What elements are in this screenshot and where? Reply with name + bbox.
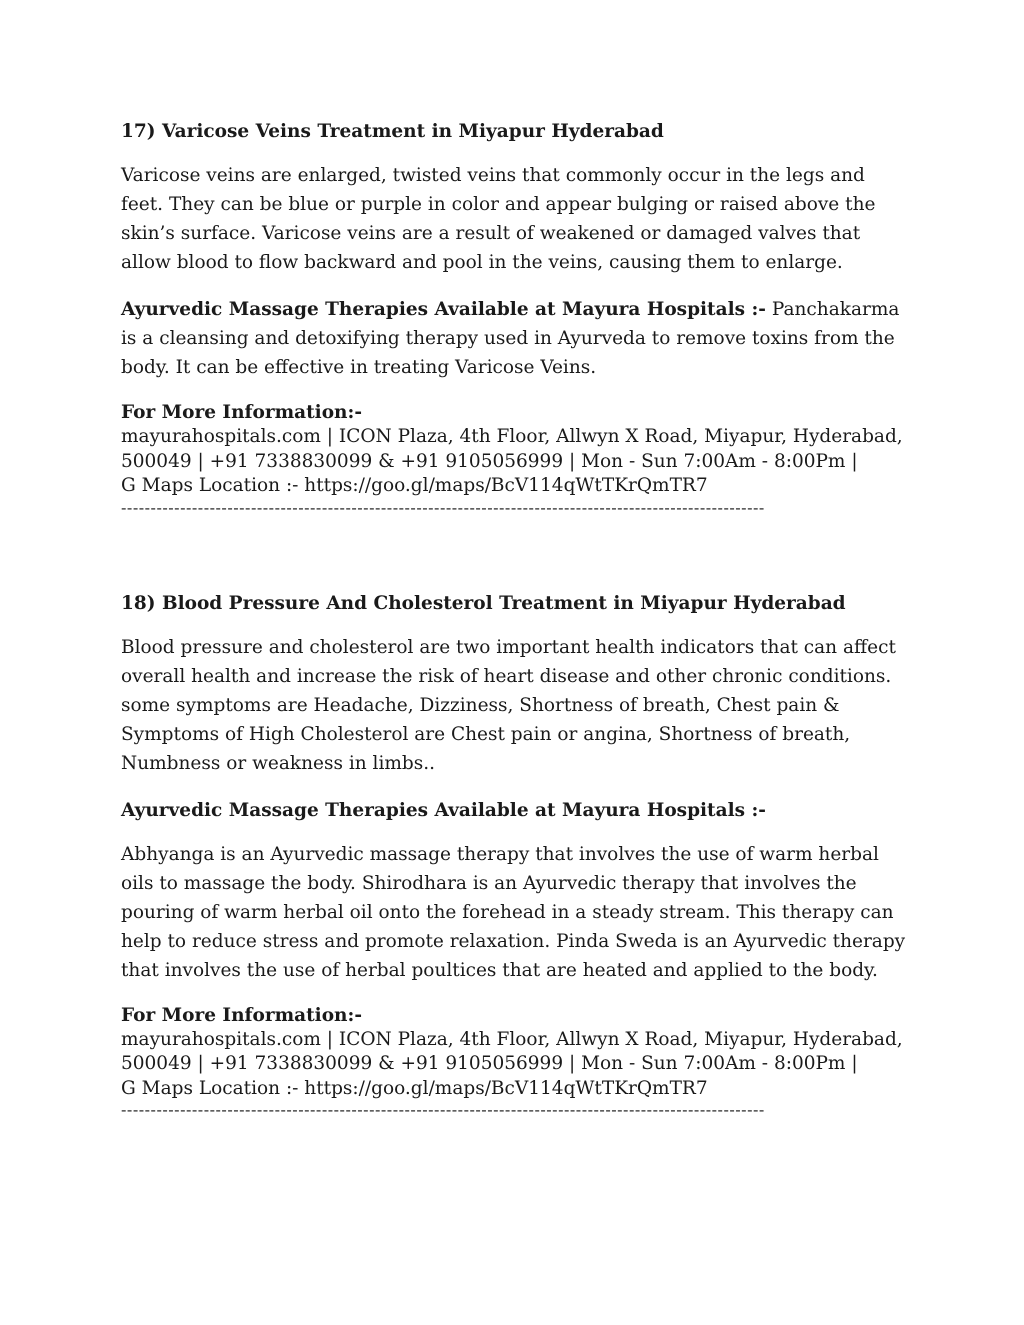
section-description: Blood pressure and cholesterol are two important health indicators that can affect overall health and increase the risk of heart disease and other chronic conditions. some symptoms are Headache, Dizziness, Shortness of breath, Chest pain & Symptoms of High Cholesterol are Chest pain or angina, Shortness of breath, Numbness or weakness in limbs.. — [121, 636, 896, 774]
info-line-address: mayurahospitals.com | ICON Plaza, 4th Floor, Allwyn X Road, Miyapur, Hyderabad, — [121, 1028, 903, 1050]
info-heading: For More Information:- — [121, 402, 363, 423]
section-gap — [121, 517, 911, 589]
section-heading: 18) Blood Pressure And Cholesterol Treatment in Miyapur Hyderabad — [121, 592, 846, 614]
therapies-text: Panchakarma is a cleansing and detoxifying therapy used in Ayurveda to remove toxins from the body. It can be effective in treating Varicose Veins. — [121, 299, 900, 378]
info-line-address: mayurahospitals.com | ICON Plaza, 4th Floor, Allwyn X Road, Miyapur, Hyderabad, — [121, 426, 903, 447]
section-heading: 17) Varicose Veins Treatment in Miyapur Hyderabad — [121, 121, 664, 142]
divider: ------------------------------------------------------------------------------------------------------------- — [121, 498, 765, 517]
section-blood-pressure — [121, 589, 911, 1120]
therapies-text: Abhyanga is an Ayurvedic massage therapy that involves the use of warm herbal oils to massage the body. Shirodhara is an Ayurvedic therapy that involves the pouring of warm herbal oil onto the forehead in a steady stream. This therapy can help to reduce stress and promote relaxation. Pinda Sweda is an Ayurvedic therapy that involves the use of herbal poultices that are heated and applied to the body. — [121, 843, 906, 981]
info-line-contact: 500049 | +91 7338830099 & +91 9105056999 | Mon - Sun 7:00Am - 8:00Pm | — [121, 450, 858, 472]
section-varicose-veins — [121, 117, 911, 517]
info-heading: For More Information:- — [121, 1004, 363, 1026]
section-description: Varicose veins are enlarged, twisted veins that commonly occur in the legs and feet. They can be blue or purple in color and appear bulging or raised above the skin’s surface. Varicose veins are a result of weakened or damaged valves that allow blood to flow backward and pool in the veins, causing them to enlarge. — [121, 165, 876, 273]
therapies-label: Ayurvedic Massage Therapies Available at Mayura Hospitals :- — [121, 299, 766, 320]
therapies-paragraph — [121, 295, 911, 382]
document-page — [121, 117, 911, 1119]
info-line-maps: G Maps Location :- https://goo.gl/maps/BcV114qWtTKrQmTR7 — [121, 1077, 708, 1099]
info-line-maps: G Maps Location :- https://goo.gl/maps/BcV114qWtTKrQmTR7 — [121, 475, 708, 496]
info-line-contact: 500049 | +91 7338830099 & +91 9105056999 | Mon - Sun 7:00Am - 8:00Pm | — [121, 1053, 858, 1074]
divider: ------------------------------------------------------------------------------------------------------------- — [121, 1101, 765, 1119]
therapies-label: Ayurvedic Massage Therapies Available at Mayura Hospitals :- — [121, 799, 766, 821]
